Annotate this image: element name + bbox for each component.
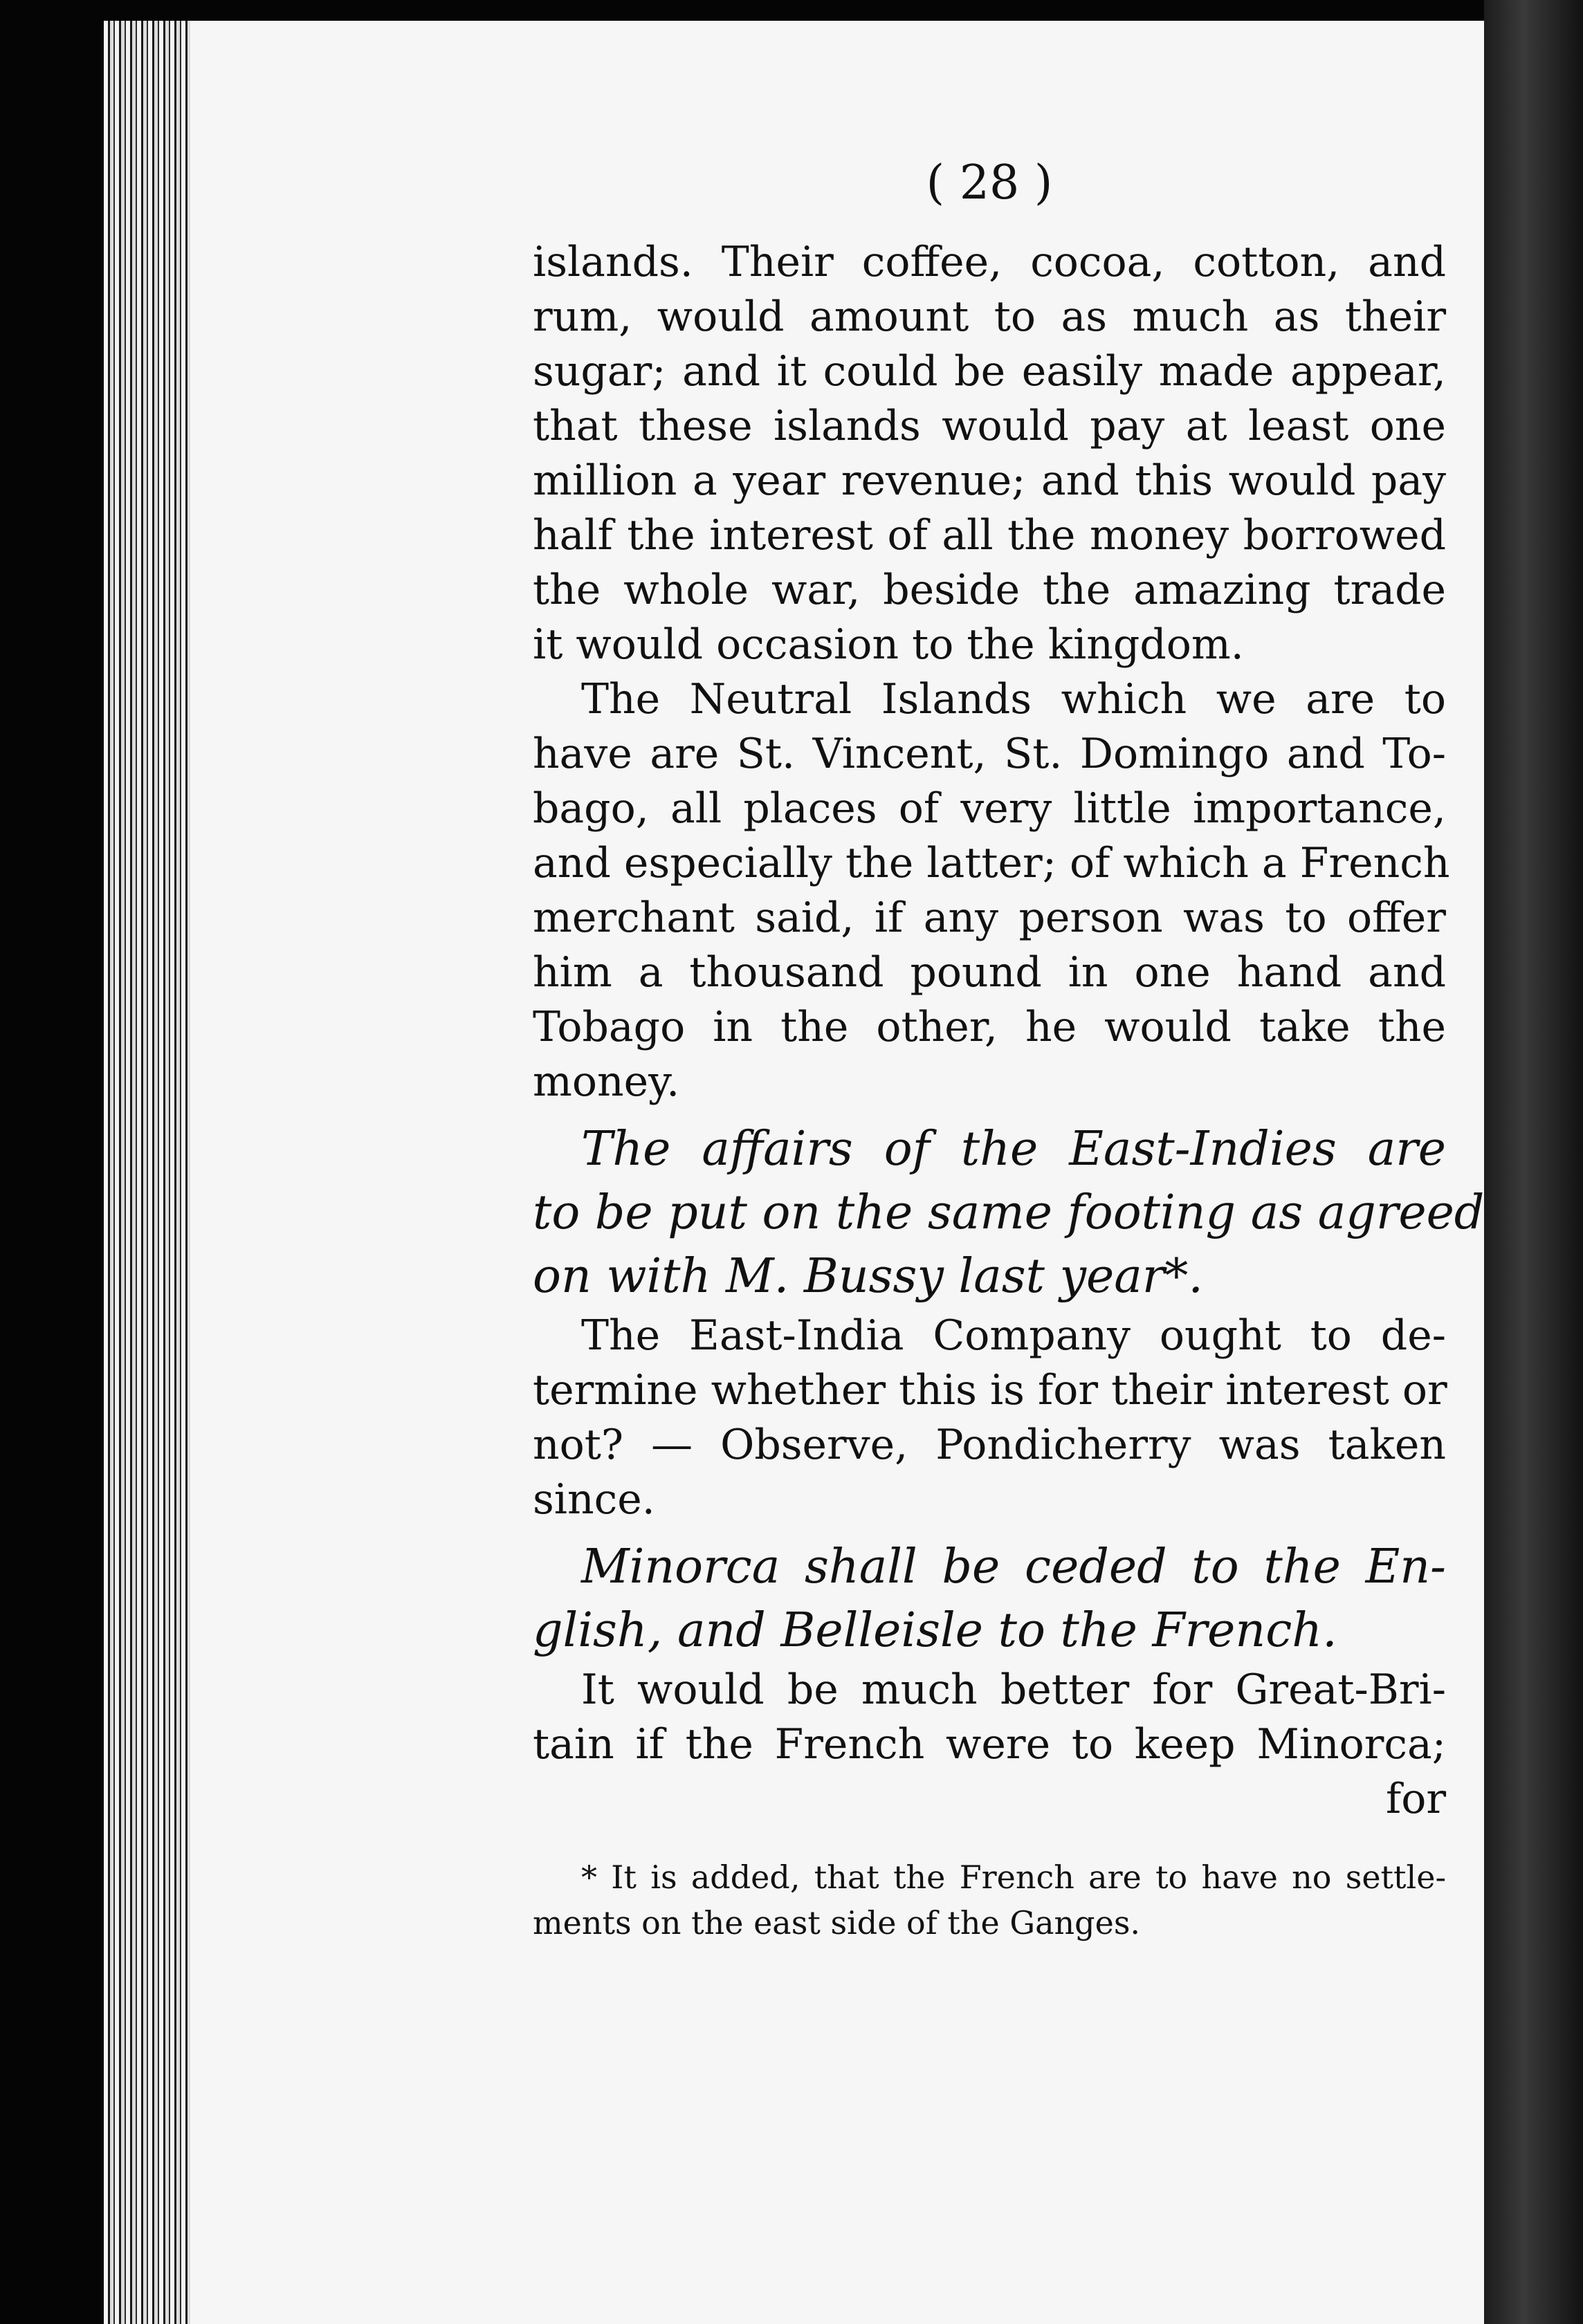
text-line: on with M. Bussy last year*. <box>533 1249 1203 1304</box>
text-line: rum, would amount to as much as their <box>533 293 1446 341</box>
text-line: termine whether this is for their interest or <box>533 1366 1447 1414</box>
text-line: merchant said, if any person was to offer <box>533 894 1446 942</box>
text-line: The Neutral Islands which we are to <box>581 675 1446 723</box>
text-line: since. <box>533 1475 655 1524</box>
page-header: ( 28 ) <box>926 156 1053 210</box>
text-line: bago, all places of very little importance, <box>533 784 1446 833</box>
text-line: and especially the latter; of which a French <box>533 839 1450 887</box>
text-line: half the interest of all the money borrowed <box>533 511 1446 560</box>
text-line: The affairs of the East-Indies are <box>581 1122 1446 1177</box>
text-line: to be put on the same footing as agreed <box>533 1186 1485 1240</box>
text-line: Minorca shall be ceded to the En- <box>581 1540 1446 1594</box>
text-line: have are St. Vincent, St. Domingo and To- <box>533 730 1446 778</box>
paragraph-east-india-company <box>533 1309 1446 1527</box>
text-block <box>533 152 1485 1946</box>
text-line: it would occasion to the kingdom. <box>533 620 1244 669</box>
text-line: Tobago in the other, he would take the <box>533 1003 1446 1051</box>
text-line: glish, and Belleisle to the French. <box>533 1603 1337 1658</box>
text-line: islands. Their coffee, cocoa, cotton, and <box>533 238 1446 286</box>
text-line: million a year revenue; and this would pay <box>533 456 1446 505</box>
article-minorca <box>533 1536 1446 1663</box>
text-line: the whole war, beside the amazing trade <box>533 566 1446 614</box>
text-line: tain if the French were to keep Minorca; <box>533 1720 1446 1769</box>
catchword: for <box>1385 1775 1446 1823</box>
text-line: money. <box>533 1058 680 1106</box>
text-line: him a thousand pound in one hand and <box>533 948 1446 997</box>
paragraph-great-britain <box>533 1663 1446 1772</box>
paragraph-neutral-islands <box>533 672 1450 1109</box>
article-east-indies <box>533 1118 1485 1309</box>
book-binding-shadow <box>1484 0 1583 2324</box>
spacer <box>533 1527 1446 1536</box>
text-line: that these islands would pay at least one <box>533 402 1446 450</box>
footnote <box>533 1854 1446 1946</box>
footnote-line: ments on the east side of the Ganges. <box>533 1904 1141 1942</box>
text-line: The East-India Company ought to de- <box>581 1311 1446 1360</box>
text-line: not? — Observe, Pondicherry was taken <box>533 1421 1446 1469</box>
book-page-edges <box>104 21 194 2324</box>
paragraph-islands-revenue <box>533 235 1446 672</box>
text-line: sugar; and it could be easily made appear, <box>533 347 1446 396</box>
spacer <box>533 1109 1446 1118</box>
footnote-line: * It is added, that the French are to have no settle- <box>581 1859 1446 1896</box>
text-line: It would be much better for Great-Bri- <box>581 1666 1446 1714</box>
